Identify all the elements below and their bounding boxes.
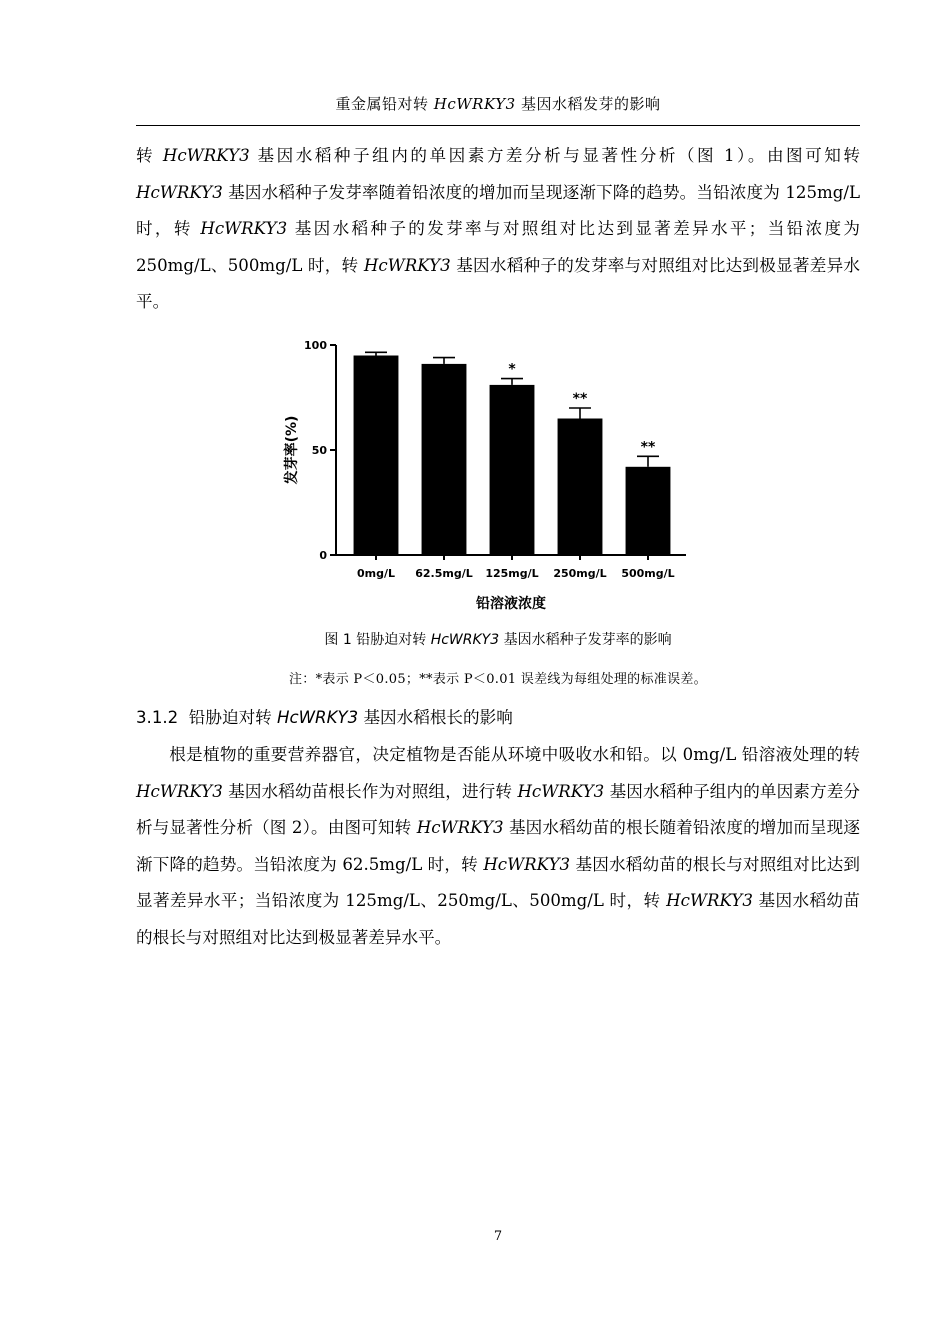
bar — [354, 356, 399, 556]
header-gene-name: HcWRKY3 — [433, 95, 516, 113]
page-number: 7 — [493, 1229, 503, 1244]
bar-chart-svg — [276, 330, 696, 620]
paragraph-root-length: 根是植物的重要营养器官，决定植物是否能从环境中吸收水和铅。以 0mg/L 铅溶液处理的转 HcWRKY3 基因水稻幼苗根长作为对照组，进行转 HcWRKY3 基因水稻种子组内的单因素方差分析与显著性分析（图 2）。由图可知转 HcWRKY3 基因水稻幼苗的根长随着铅浓度的增加而呈现逐渐下降的趋势。当铅浓度为 62.5mg/L 时，转 HcWRKY3 基因水稻幼苗的根长与对照组对比达到显著差异水平；当铅浓度为 125mg/L、250mg/L、500mg/L 时，转 HcWRKY3 基因水稻幼苗的根长与对照组对比达到极显著差异水平。 — [136, 745, 860, 947]
header-rule — [136, 125, 860, 126]
x-tick-label: 125mg/L — [485, 567, 539, 580]
x-axis-title: 铅溶液浓度 — [476, 596, 546, 612]
figure-note: 注：*表示 P＜0.05；**表示 P＜0.01 误差线为每组处理的标准误差。 — [289, 672, 707, 687]
section-heading: 3.1.2 铅胁迫对转 HcWRKY3 基因水稻根长的影响 — [136, 708, 513, 727]
significance-mark: ** — [572, 391, 588, 407]
figure-caption: 图 1 铅胁迫对转 HcWRKY3 基因水稻种子发芽率的影响 — [324, 632, 672, 648]
y-axis-title: 发芽率(%) — [284, 415, 300, 485]
y-tick-label: 50 — [311, 444, 327, 457]
x-tick-label: 250mg/L — [553, 567, 607, 580]
significance-mark: ** — [640, 439, 656, 456]
bar — [490, 385, 535, 555]
running-header: 重金属铅对转 HcWRKY3 基因水稻发芽的影响 — [335, 95, 661, 113]
x-tick-label: 0mg/L — [356, 567, 396, 580]
x-tick-label: 62.5mg/L — [415, 567, 473, 580]
significance-mark: * — [508, 361, 516, 378]
x-tick-label: 500mg/L — [621, 567, 675, 580]
bar — [626, 467, 671, 555]
bar — [422, 364, 467, 555]
germination-rate-chart — [276, 330, 696, 620]
y-tick-label: 0 — [319, 549, 327, 562]
y-tick-label: 100 — [304, 339, 327, 352]
bar — [558, 419, 603, 556]
paragraph-germination-analysis: 转 HcWRKY3 基因水稻种子组内的单因素方差分析与显著性分析（图 1）。由图可知转 HcWRKY3 基因水稻种子发芽率随着铅浓度的增加而呈现逐渐下降的趋势。当铅浓度为 125mg/L 时，转 HcWRKY3 基因水稻种子的发芽率与对照组对比达到显著差异水平；当铅浓度为 250mg/L、500mg/L 时，转 HcWRKY3 基因水稻种子的发芽率与对照组对比达到极显著差异水平。 — [136, 146, 861, 311]
